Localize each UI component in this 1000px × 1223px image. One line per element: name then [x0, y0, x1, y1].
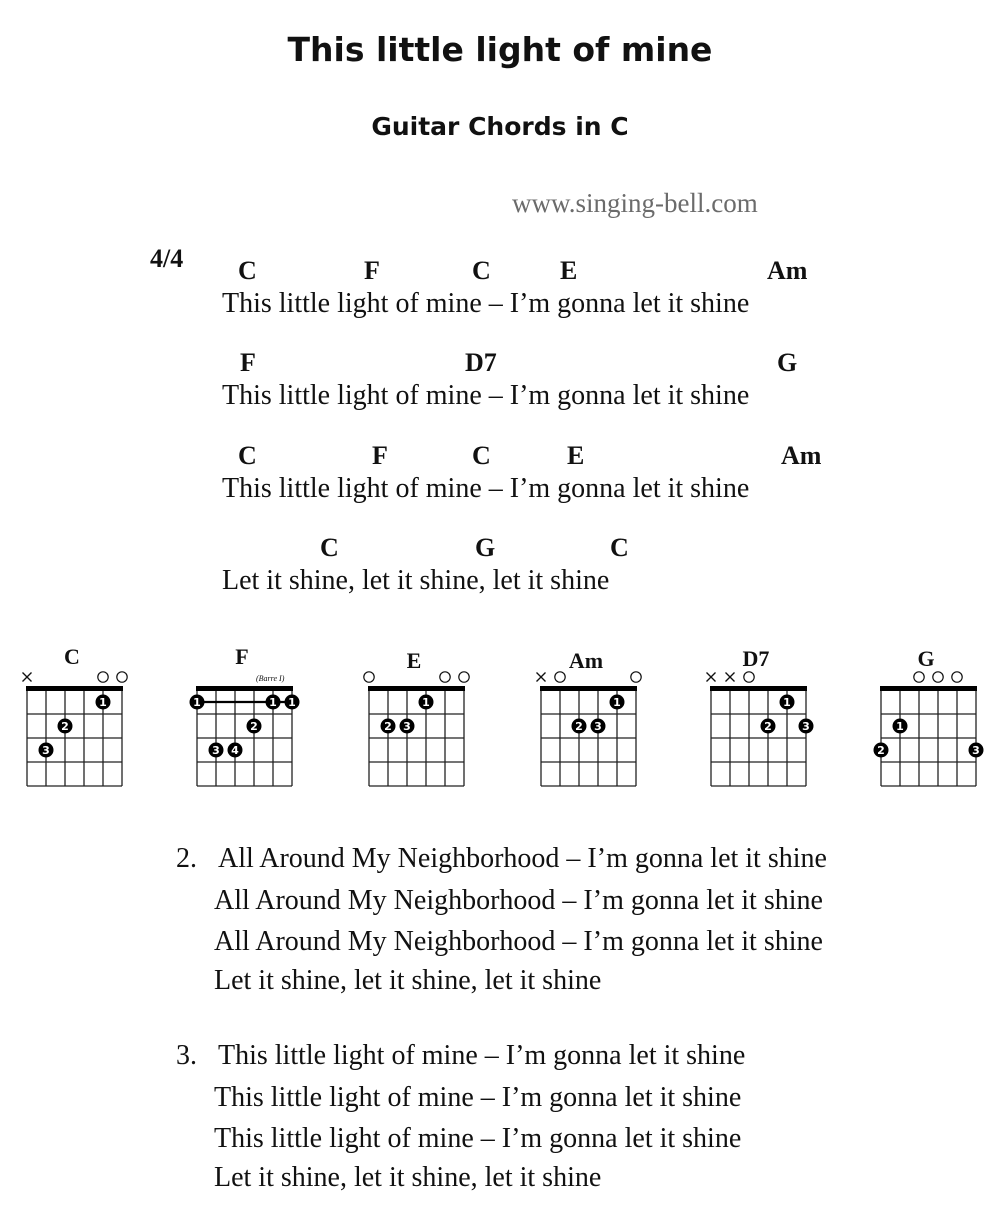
- nut-bar: [540, 686, 637, 691]
- verse-number: 3.: [176, 1040, 197, 1071]
- chord-diagram-grid: [536, 644, 656, 804]
- open-string-marker: [631, 672, 641, 682]
- verse-line: This little light of mine – I’m gonna let it shine: [214, 1082, 742, 1113]
- finger-number: 2: [877, 744, 885, 757]
- lyric-line: This little light of mine – I’m gonna let it shine: [222, 473, 750, 504]
- finger-number: 1: [269, 696, 277, 709]
- chord-diagram-g: [876, 644, 996, 814]
- chord-label: F: [364, 256, 380, 285]
- chord-label: Am: [767, 256, 808, 285]
- verse-line: Let it shine, let it shine, let it shine: [214, 1162, 602, 1193]
- finger-number: 3: [42, 744, 50, 757]
- chord-label: D7: [465, 348, 497, 377]
- nut-bar: [368, 686, 465, 691]
- chord-diagram-d7: [706, 644, 826, 814]
- finger-number: 3: [212, 744, 220, 757]
- open-string-marker: [117, 672, 127, 682]
- chord-label: G: [777, 348, 798, 377]
- barre-note: (Barre I): [256, 674, 285, 683]
- lyric-line: Let it shine, let it shine, let it shine: [222, 565, 610, 596]
- finger-number: 1: [193, 696, 201, 709]
- chord-diagram-grid: [706, 644, 826, 804]
- verse-line: This little light of mine – I’m gonna let it shine: [214, 1123, 742, 1154]
- finger-number: 1: [288, 696, 296, 709]
- chord-diagram-name: F: [235, 644, 249, 669]
- chord-diagram-am: [536, 644, 656, 814]
- open-string-marker: [914, 672, 924, 682]
- website-url: www.singing-bell.com: [512, 188, 758, 218]
- page-title: This little light of mine: [287, 30, 713, 69]
- chord-diagram-grid: [192, 644, 312, 804]
- finger-number: 2: [764, 720, 772, 733]
- chord-diagram-f: [192, 644, 312, 814]
- chord-diagram-grid: [876, 644, 996, 804]
- chord-diagram-name: D7: [742, 646, 770, 671]
- chord-label: E: [567, 441, 585, 470]
- open-string-marker: [440, 672, 450, 682]
- chord-label: C: [320, 533, 339, 562]
- verse-line: All Around My Neighborhood – I’m gonna let it shine: [218, 843, 827, 874]
- finger-number: 1: [783, 696, 791, 709]
- page-subtitle: Guitar Chords in C: [371, 112, 629, 141]
- finger-number: 1: [422, 696, 430, 709]
- finger-number: 1: [99, 696, 107, 709]
- finger-number: 1: [613, 696, 621, 709]
- chord-label: C: [610, 533, 629, 562]
- open-string-marker: [744, 672, 754, 682]
- finger-number: 2: [384, 720, 392, 733]
- open-string-marker: [459, 672, 469, 682]
- finger-number: 3: [403, 720, 411, 733]
- verse-line: This little light of mine – I’m gonna let it shine: [218, 1040, 746, 1071]
- chord-diagram-grid: [22, 644, 142, 804]
- chord-diagram-grid: [364, 644, 484, 804]
- time-signature: 4/4: [150, 244, 184, 273]
- nut-bar: [710, 686, 807, 691]
- chord-diagram-e: [364, 644, 484, 814]
- chord-label: C: [238, 256, 257, 285]
- verse-line: All Around My Neighborhood – I’m gonna let it shine: [214, 926, 823, 957]
- chord-label: C: [238, 441, 257, 470]
- nut-bar: [196, 686, 293, 691]
- chord-label: F: [372, 441, 388, 470]
- lyric-line: This little light of mine – I’m gonna let it shine: [222, 380, 750, 411]
- open-string-marker: [364, 672, 374, 682]
- finger-number: 2: [61, 720, 69, 733]
- chord-diagram-c: [22, 644, 142, 814]
- chord-label: G: [475, 533, 496, 562]
- finger-number: 4: [231, 744, 239, 757]
- chord-diagram-name: Am: [568, 648, 604, 673]
- open-string-marker: [952, 672, 962, 682]
- chord-label: Am: [781, 441, 822, 470]
- chord-label: C: [472, 256, 491, 285]
- finger-number: 2: [575, 720, 583, 733]
- nut-bar: [26, 686, 123, 691]
- chord-label: F: [240, 348, 256, 377]
- open-string-marker: [555, 672, 565, 682]
- lyric-line: This little light of mine – I’m gonna let it shine: [222, 288, 750, 319]
- open-string-marker: [98, 672, 108, 682]
- finger-number: 3: [972, 744, 980, 757]
- finger-number: 3: [594, 720, 602, 733]
- nut-bar: [880, 686, 977, 691]
- verse-line: All Around My Neighborhood – I’m gonna let it shine: [214, 885, 823, 916]
- verse-number: 2.: [176, 843, 197, 874]
- chord-label: E: [560, 256, 578, 285]
- chord-diagram-name: G: [917, 646, 935, 671]
- verse-line: Let it shine, let it shine, let it shine: [214, 965, 602, 996]
- chord-diagram-name: C: [64, 644, 80, 669]
- chord-label: C: [472, 441, 491, 470]
- finger-number: 3: [802, 720, 810, 733]
- open-string-marker: [933, 672, 943, 682]
- chord-diagram-name: E: [406, 648, 422, 673]
- finger-number: 1: [896, 720, 904, 733]
- finger-number: 2: [250, 720, 258, 733]
